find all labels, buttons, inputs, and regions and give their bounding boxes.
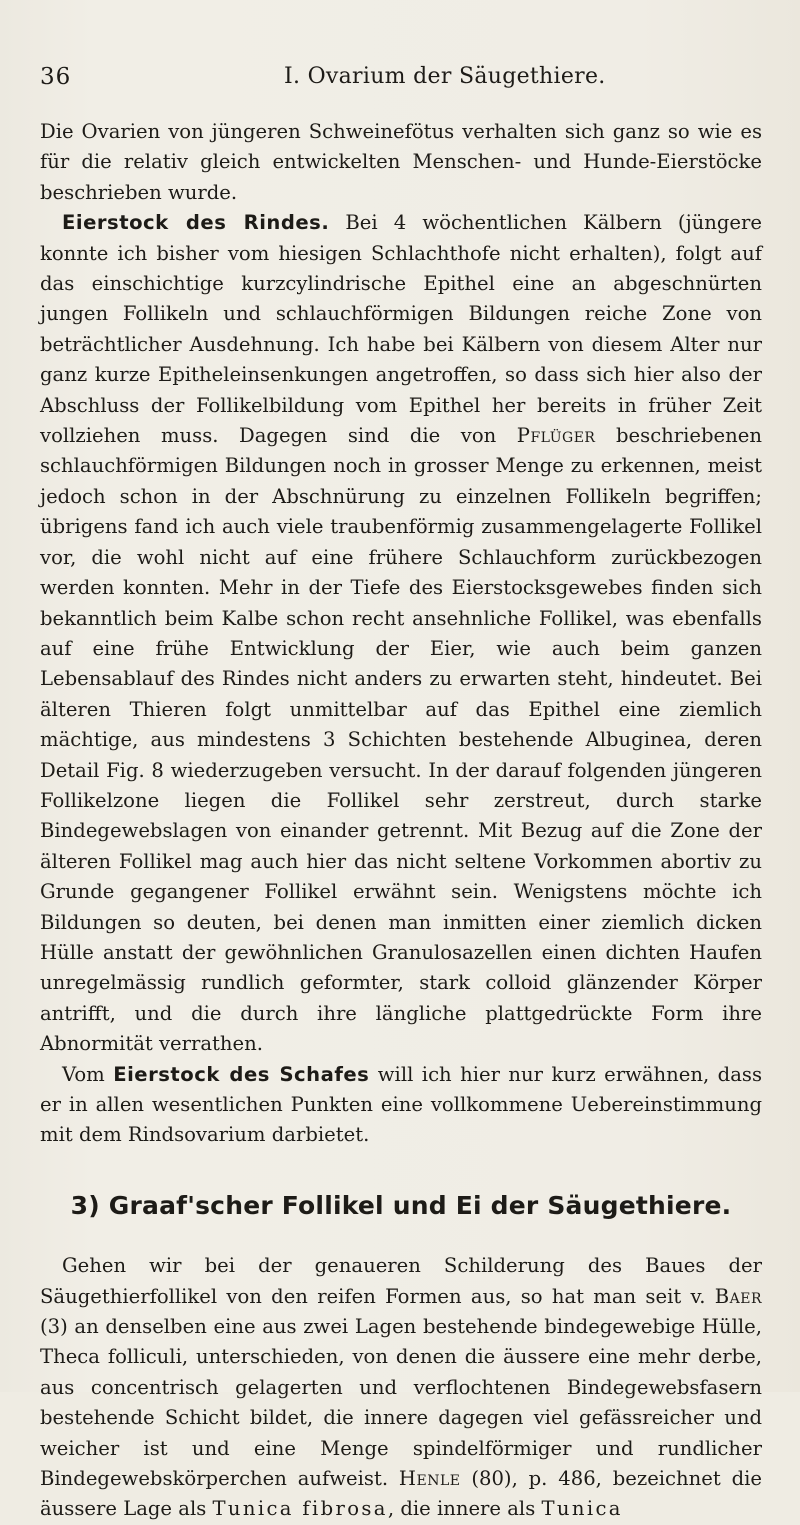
- section-title: 3) Graaf'scher Follikel und Ei der Säugethiere.: [70, 1190, 732, 1220]
- running-title: I. Ovarium der Säugethiere.: [284, 64, 606, 89]
- paragraph-text: will ich hier nur kurz erwähnen, dass er in allen wesentlichen Punkten eine vollkommene Uebereinstimmung mit dem Rindsovarium darbietet.: [40, 1062, 762, 1147]
- paragraph-text: Bei 4 wöchentlichen Kälbern (jüngere konnte ich bisher vom hiesigen Schlachthofe nicht erhalten), folgt auf das einschichtige kurzcylindrische Epithel eine an abgeschnürten jungen Follikeln und schlauchförmigen Bildungen reiche Zone von beträchtlicher Ausdehnung. Ich habe bei Kälbern von diesem Alter nur ganz kurze Epitheleinsenkungen angetroffen, so dass sich hier also der Abschluss der Follikelbildung vom Epithel her bereits in früher Zeit vollziehen muss. Dagegen sind die von: [40, 211, 762, 448]
- page-number: 36: [40, 64, 72, 90]
- author-name: Henle: [398, 1467, 461, 1491]
- latin-term: Tunica: [541, 1497, 623, 1521]
- paragraph-text: , die innere als: [387, 1497, 542, 1521]
- paragraph-text: (80), p. 486, bezeichnet die äussere Lage als: [40, 1467, 762, 1521]
- subheading-schaf: Eierstock des Schafes: [113, 1062, 370, 1086]
- latin-term: Tunica fibrosa: [212, 1497, 388, 1521]
- paragraph-rind: [40, 208, 762, 1059]
- paragraph-follikel: [40, 1251, 762, 1525]
- paragraph-schweinefoetus: [40, 117, 762, 208]
- paragraph-text: beschriebenen schlauchförmigen Bildungen noch in grosser Menge zu erkennen, meist jedoch schon in der Abschnürung zu einzelnen Follikeln begriffen; übrigens fand ich auch viele traubenförmig zusammengelagerte Follikel vor, die wohl nicht auf eine frühere Schlauchform zurückbezogen werden konnten. Mehr in der Tiefe des Eierstocksgewebes finden sich bekanntlich beim Kalbe schon recht ansehnliche Follikel, was ebenfalls auf eine frühe Entwicklung der Eier, wie auch beim ganzen Lebensablauf des Rindes nicht anders zu erwarten steht, hindeutet. Bei älteren Thieren folgt unmittelbar auf das Epithel eine ziemlich mächtige, aus mindestens 3 Schichten bestehende Albuginea, deren Detail Fig. 8 wiederzugeben versucht. In der darauf folgenden jüngeren Follikelzone liegen die Follikel sehr zerstreut, durch starke Bindegewebslagen von einander getrennt. Mit Bezug auf die Zone der älteren Follikel mag auch hier das nicht seltene Vorkommen abortiv zu Grunde gegangener Follikel erwähnt sein. Wenigstens möchte ich Bildungen so deuten, bei denen man inmitten einer ziemlich dicken Hülle anstatt der gewöhnlichen Granulosazellen einen dichten Haufen unregelmässig rundlich geformter, stark colloid glänzender Körper antrifft, und die durch ihre längliche plattgedrückte Form ihre Abnormität verrathen.: [40, 424, 762, 1056]
- subheading-rind: Eierstock des Rindes.: [62, 211, 330, 235]
- paragraph-text: (3) an denselben eine aus zwei Lagen bestehende bindegewebige Hülle, Theca folliculi, unterschieden, von denen die äussere eine mehr derbe, aus concentrisch gelagerten und verflochtenen Bindegewebsfasern bestehende Schicht bildet, die innere dagegen viel gefässreicher und weicher ist und eine Menge spindelförmiger und rundlicher Bindegewebskörperchen aufweist.: [40, 1315, 762, 1491]
- page-header: [40, 64, 760, 94]
- paragraph-text: Vom: [62, 1062, 114, 1086]
- author-name: Baer: [714, 1284, 762, 1308]
- paragraph-schaf: [40, 1060, 762, 1151]
- body-text: [40, 117, 762, 1525]
- paragraph-text: Gehen wir bei der genaueren Schilderung des Baues der Säugethierfollikel von den reifen Formen aus, so hat man seit v.: [40, 1254, 762, 1308]
- author-name: Pflüger: [516, 424, 596, 448]
- paragraph-text: Die Ovarien von jüngeren Schweinefötus verhalten sich ganz so wie es für die relativ gleich entwickelten Menschen- und Hunde-Eierstöcke beschrieben wurde.: [40, 120, 762, 204]
